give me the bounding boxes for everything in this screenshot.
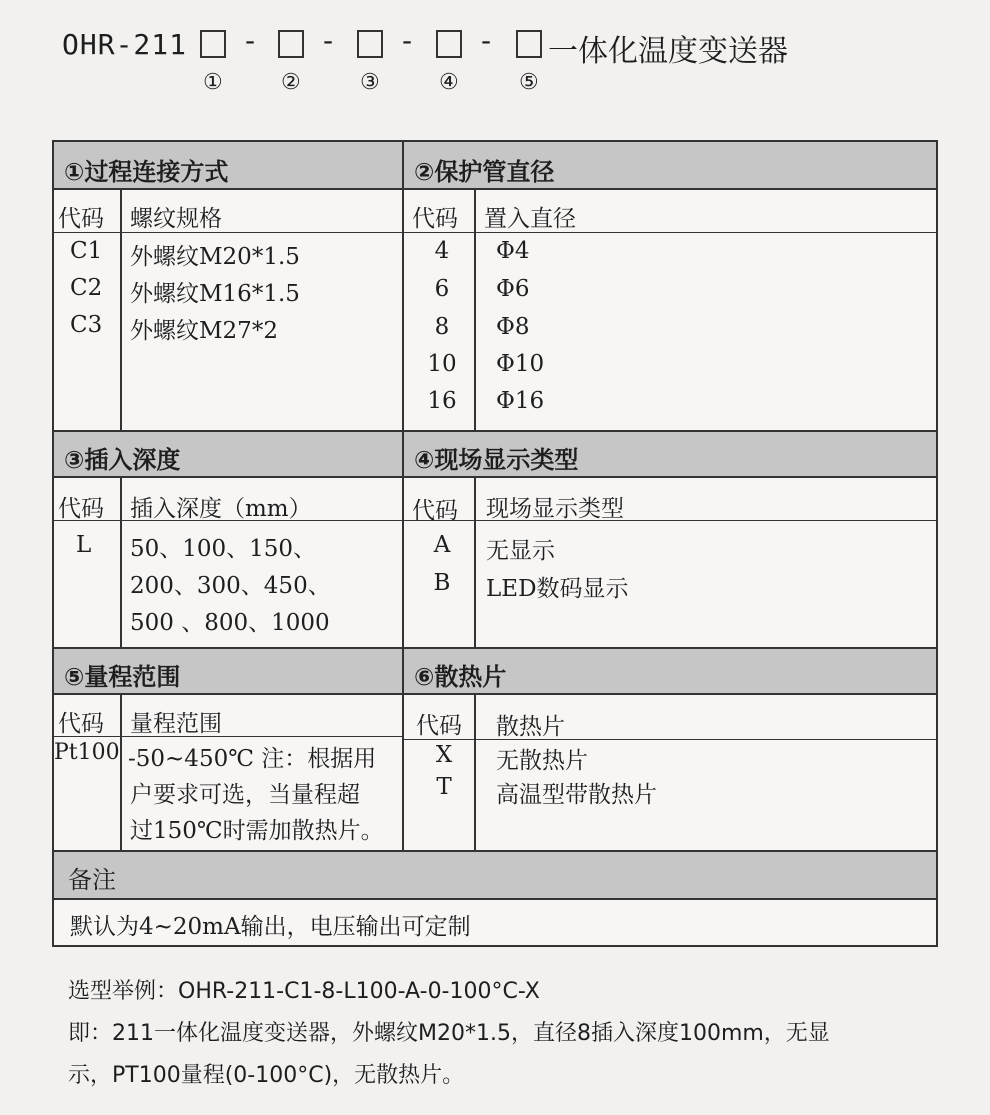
s5-code-header: 代码 — [58, 711, 104, 737]
s2-value: Φ16 — [496, 388, 545, 414]
s2-value: Φ6 — [496, 276, 530, 302]
s2-code: 8 — [434, 314, 450, 340]
s6-code-header: 代码 — [416, 713, 462, 739]
remarks-text: 默认为4~20mA输出，电压输出可定制 — [70, 914, 471, 940]
s4-code: A — [433, 532, 451, 558]
s2-code: 4 — [434, 238, 450, 264]
model-prefix: OHR-211 — [62, 28, 188, 61]
s3-value-line: 500 、800、1000 — [130, 610, 330, 636]
divider — [402, 430, 404, 850]
section-title-tube-diameter: ②保护管直径 — [414, 158, 555, 186]
s6-code: X — [435, 742, 453, 768]
s5-value-line: 过150℃时需加散热片。 — [130, 818, 384, 844]
remarks-title: 备注 — [68, 866, 116, 894]
s1-code: C3 — [70, 312, 103, 338]
s1-value: 外螺纹M16*1.5 — [130, 281, 300, 307]
code-slot-4 — [436, 30, 462, 58]
s2-value: Φ4 — [496, 238, 530, 264]
s4-code-header: 代码 — [412, 498, 458, 524]
s2-code: 6 — [434, 276, 450, 302]
s2-diameter-header: 置入直径 — [484, 206, 576, 232]
s1-value: 外螺纹M20*1.5 — [130, 244, 300, 270]
s1-code: C1 — [70, 238, 103, 264]
section-title-range: ⑤量程范围 — [64, 663, 181, 691]
product-name: 一体化温度变送器 — [548, 34, 788, 69]
slot-marker-2: ② — [281, 70, 301, 95]
slot-marker-5: ⑤ — [519, 70, 539, 95]
s4-code: B — [433, 570, 451, 596]
dash-3: - — [402, 24, 413, 57]
divider — [474, 695, 476, 850]
s1-spec-header: 螺纹规格 — [130, 206, 222, 232]
s6-value: 高温型带散热片 — [496, 782, 657, 808]
remarks-band — [54, 850, 936, 900]
s3-value-line: 50、100、150、 — [130, 536, 317, 562]
section-title-heat-sink: ⑥散热片 — [414, 663, 507, 691]
code-slot-5 — [516, 30, 542, 58]
dash-4: - — [481, 24, 492, 57]
divider — [474, 478, 476, 647]
s2-code: 10 — [427, 351, 457, 377]
model-code-header — [0, 0, 990, 110]
code-slot-2 — [278, 30, 304, 58]
s2-value: Φ8 — [496, 314, 530, 340]
s2-value: Φ10 — [496, 351, 545, 377]
slot-marker-4: ④ — [439, 70, 459, 95]
divider — [402, 142, 404, 190]
s3-code: L — [76, 532, 92, 558]
example-line-2: 即：211一体化温度变送器，外螺纹M20*1.5，直径8插入深度100mm，无显 — [68, 1021, 830, 1046]
example-line-3: 示，PT100量程(0-100°C)，无散热片。 — [68, 1063, 465, 1088]
s4-value: LED数码显示 — [486, 576, 629, 602]
selection-table — [52, 140, 938, 947]
s1-code-header: 代码 — [58, 206, 104, 232]
divider — [54, 736, 402, 737]
s6-code: T — [436, 774, 452, 800]
s5-value-line: 户要求可选，当量程超 — [130, 782, 360, 808]
slot-marker-1: ① — [203, 70, 223, 95]
s5-value-line: -50~450℃ 注：根据用 — [128, 746, 377, 772]
divider — [474, 190, 476, 430]
s3-value-line: 200、300、450、 — [130, 573, 331, 599]
section-title-insertion-depth: ③插入深度 — [64, 446, 181, 474]
s2-code: 16 — [427, 388, 457, 414]
s4-value: 无显示 — [486, 538, 555, 564]
s4-type-header: 现场显示类型 — [486, 496, 624, 522]
dash-1: - — [245, 24, 256, 57]
divider — [120, 478, 122, 647]
s1-code: C2 — [70, 275, 103, 301]
s6-sink-header: 散热片 — [496, 714, 565, 740]
s6-value: 无散热片 — [496, 748, 588, 774]
s5-code: Pt100 — [54, 740, 120, 765]
s1-value: 外螺纹M27*2 — [130, 318, 278, 344]
dash-2: - — [323, 24, 334, 57]
code-slot-3 — [357, 30, 383, 58]
example-line-1: 选型举例：OHR-211-C1-8-L100-A-0-100°C-X — [68, 979, 540, 1004]
divider — [120, 190, 122, 430]
s5-range-header: 量程范围 — [130, 711, 222, 737]
divider — [402, 739, 936, 740]
section-title-display-type: ④现场显示类型 — [414, 446, 579, 474]
divider — [120, 695, 122, 850]
section-title-process-connection: ①过程连接方式 — [64, 158, 229, 186]
s3-code-header: 代码 — [58, 496, 104, 522]
code-slot-1 — [200, 30, 226, 58]
divider — [402, 188, 404, 430]
s2-code-header: 代码 — [412, 206, 458, 232]
slot-marker-3: ③ — [360, 70, 380, 95]
s3-depth-header: 插入深度（mm） — [130, 496, 312, 522]
